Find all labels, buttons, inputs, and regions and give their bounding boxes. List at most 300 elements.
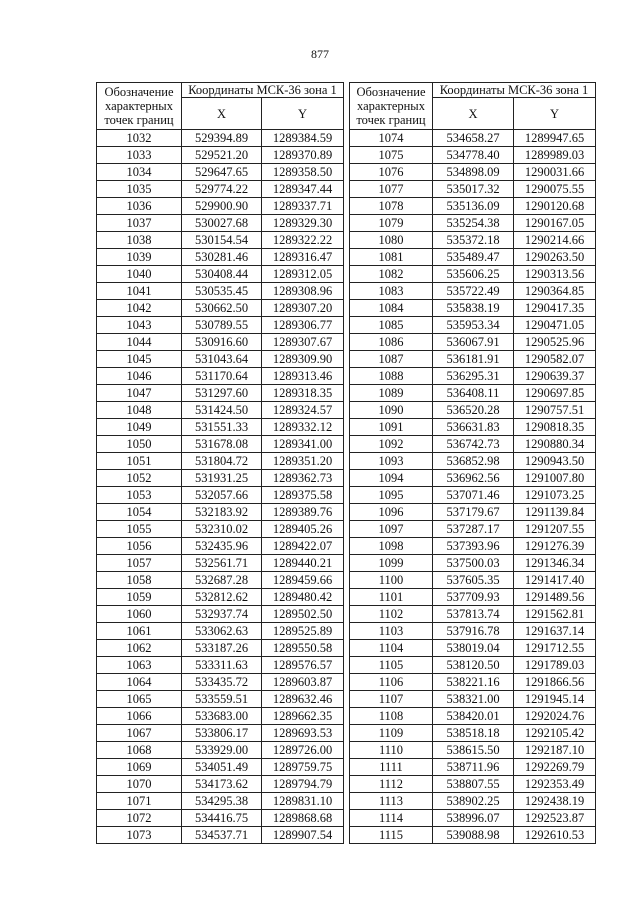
cell-x-left: 533683.00 — [182, 708, 262, 725]
table-row — [97, 334, 596, 351]
cell-x-right: 535017.32 — [433, 181, 514, 198]
cell-y-left: 1289603.87 — [262, 674, 344, 691]
cell-x-right: 537916.78 — [433, 623, 514, 640]
cell-x-left: 531551.33 — [182, 419, 262, 436]
cell-x-left: 530535.45 — [182, 283, 262, 300]
cell-y-left: 1289309.90 — [262, 351, 344, 368]
table-row — [97, 249, 596, 266]
table-row — [97, 725, 596, 742]
cell-x-right: 539088.98 — [433, 827, 514, 844]
table-row — [97, 317, 596, 334]
cell-y-left: 1289329.30 — [262, 215, 344, 232]
cell-y-left: 1289525.89 — [262, 623, 344, 640]
cell-y-right: 1289947.65 — [514, 130, 596, 147]
cell-y-right: 1290120.68 — [514, 198, 596, 215]
cell-y-right: 1290364.85 — [514, 283, 596, 300]
cell-point-right: 1075 — [350, 147, 433, 164]
cell-point-left: 1070 — [97, 776, 182, 793]
cell-x-left: 533929.00 — [182, 742, 262, 759]
cell-y-left: 1289384.59 — [262, 130, 344, 147]
cell-x-left: 531043.64 — [182, 351, 262, 368]
cell-point-left: 1057 — [97, 555, 182, 572]
cell-y-right: 1291207.55 — [514, 521, 596, 538]
cell-y-left: 1289307.20 — [262, 300, 344, 317]
cell-x-right: 534778.40 — [433, 147, 514, 164]
cell-y-left: 1289831.10 — [262, 793, 344, 810]
cell-x-left: 534295.38 — [182, 793, 262, 810]
cell-y-left: 1289318.35 — [262, 385, 344, 402]
table-row — [97, 827, 596, 844]
cell-point-right: 1113 — [350, 793, 433, 810]
table-row — [97, 674, 596, 691]
cell-x-right: 537813.74 — [433, 606, 514, 623]
cell-point-left: 1033 — [97, 147, 182, 164]
cell-x-left: 532561.71 — [182, 555, 262, 572]
cell-point-right: 1088 — [350, 368, 433, 385]
cell-y-left: 1289370.89 — [262, 147, 344, 164]
table-row — [97, 538, 596, 555]
cell-point-left: 1071 — [97, 793, 182, 810]
cell-x-left: 534416.75 — [182, 810, 262, 827]
table-row — [97, 368, 596, 385]
cell-point-left: 1058 — [97, 572, 182, 589]
header-point-label-right: Обозначение характерных точек границ — [350, 83, 433, 130]
table-row — [97, 487, 596, 504]
cell-point-right: 1097 — [350, 521, 433, 538]
header-y-left: Y — [262, 98, 344, 130]
header-coords-label-right: Координаты МСК-36 зона 1 — [433, 83, 596, 98]
table-row — [97, 266, 596, 283]
cell-y-right: 1292438.19 — [514, 793, 596, 810]
table-row — [97, 776, 596, 793]
cell-x-right: 538221.16 — [433, 674, 514, 691]
header-point-label-left: Обозначение характерных точек границ — [97, 83, 182, 130]
cell-point-right: 1081 — [350, 249, 433, 266]
cell-x-right: 538615.50 — [433, 742, 514, 759]
cell-x-right: 538807.55 — [433, 776, 514, 793]
cell-point-left: 1059 — [97, 589, 182, 606]
cell-point-right: 1083 — [350, 283, 433, 300]
table-row — [97, 793, 596, 810]
cell-y-right: 1289989.03 — [514, 147, 596, 164]
cell-point-left: 1034 — [97, 164, 182, 181]
cell-x-right: 536631.83 — [433, 419, 514, 436]
table-row — [97, 691, 596, 708]
cell-point-left: 1064 — [97, 674, 182, 691]
cell-y-right: 1291637.14 — [514, 623, 596, 640]
cell-point-left: 1045 — [97, 351, 182, 368]
cell-y-right: 1291276.39 — [514, 538, 596, 555]
table-row — [97, 572, 596, 589]
cell-x-left: 531170.64 — [182, 368, 262, 385]
table-row — [97, 657, 596, 674]
cell-x-left: 531678.08 — [182, 436, 262, 453]
cell-point-left: 1044 — [97, 334, 182, 351]
cell-y-right: 1292105.42 — [514, 725, 596, 742]
cell-x-right: 537500.03 — [433, 555, 514, 572]
cell-point-right: 1108 — [350, 708, 433, 725]
cell-y-left: 1289313.46 — [262, 368, 344, 385]
cell-y-right: 1291712.55 — [514, 640, 596, 657]
coordinates-table — [96, 82, 596, 844]
cell-point-right: 1095 — [350, 487, 433, 504]
cell-point-right: 1080 — [350, 232, 433, 249]
cell-y-left: 1289316.47 — [262, 249, 344, 266]
table-row — [97, 351, 596, 368]
cell-y-right: 1290263.50 — [514, 249, 596, 266]
table-row — [97, 130, 596, 147]
table-row — [97, 385, 596, 402]
cell-x-right: 538420.01 — [433, 708, 514, 725]
cell-point-right: 1074 — [350, 130, 433, 147]
cell-point-right: 1086 — [350, 334, 433, 351]
cell-y-left: 1289550.58 — [262, 640, 344, 657]
cell-point-right: 1085 — [350, 317, 433, 334]
cell-y-right: 1290417.35 — [514, 300, 596, 317]
cell-y-left: 1289726.00 — [262, 742, 344, 759]
cell-point-right: 1106 — [350, 674, 433, 691]
cell-point-right: 1100 — [350, 572, 433, 589]
cell-x-left: 532183.92 — [182, 504, 262, 521]
cell-y-left: 1289422.07 — [262, 538, 344, 555]
table-row — [97, 742, 596, 759]
cell-x-right: 538120.50 — [433, 657, 514, 674]
cell-point-left: 1035 — [97, 181, 182, 198]
cell-point-left: 1039 — [97, 249, 182, 266]
cell-x-left: 531931.25 — [182, 470, 262, 487]
cell-y-left: 1289440.21 — [262, 555, 344, 572]
cell-x-left: 529774.22 — [182, 181, 262, 198]
cell-y-right: 1290582.07 — [514, 351, 596, 368]
cell-y-right: 1290167.05 — [514, 215, 596, 232]
table-row — [97, 708, 596, 725]
cell-point-left: 1063 — [97, 657, 182, 674]
cell-y-right: 1290639.37 — [514, 368, 596, 385]
cell-x-left: 531297.60 — [182, 385, 262, 402]
cell-point-left: 1066 — [97, 708, 182, 725]
cell-point-right: 1091 — [350, 419, 433, 436]
cell-x-right: 538019.04 — [433, 640, 514, 657]
cell-y-left: 1289868.68 — [262, 810, 344, 827]
cell-point-left: 1050 — [97, 436, 182, 453]
table-row — [97, 555, 596, 572]
cell-y-left: 1289332.12 — [262, 419, 344, 436]
cell-x-right: 538711.96 — [433, 759, 514, 776]
cell-y-right: 1290075.55 — [514, 181, 596, 198]
cell-point-left: 1068 — [97, 742, 182, 759]
cell-point-right: 1101 — [350, 589, 433, 606]
cell-x-left: 529900.90 — [182, 198, 262, 215]
cell-x-left: 529647.65 — [182, 164, 262, 181]
table-row — [97, 436, 596, 453]
cell-x-right: 536408.11 — [433, 385, 514, 402]
cell-y-right: 1291945.14 — [514, 691, 596, 708]
table-row — [97, 810, 596, 827]
table-row — [97, 147, 596, 164]
cell-x-left: 532687.28 — [182, 572, 262, 589]
table-row — [97, 215, 596, 232]
cell-point-right: 1107 — [350, 691, 433, 708]
cell-x-left: 533187.26 — [182, 640, 262, 657]
cell-point-right: 1084 — [350, 300, 433, 317]
table-row — [97, 606, 596, 623]
table-row — [97, 283, 596, 300]
cell-point-right: 1098 — [350, 538, 433, 555]
cell-x-left: 530154.54 — [182, 232, 262, 249]
cell-y-right: 1290697.85 — [514, 385, 596, 402]
header-coords-label-left: Координаты МСК-36 зона 1 — [182, 83, 344, 98]
cell-x-left: 532812.62 — [182, 589, 262, 606]
cell-point-left: 1048 — [97, 402, 182, 419]
cell-x-left: 534173.62 — [182, 776, 262, 793]
cell-x-right: 535722.49 — [433, 283, 514, 300]
cell-x-right: 534898.09 — [433, 164, 514, 181]
cell-point-right: 1096 — [350, 504, 433, 521]
cell-y-right: 1292269.79 — [514, 759, 596, 776]
cell-point-left: 1047 — [97, 385, 182, 402]
table-body — [97, 130, 596, 844]
cell-point-left: 1067 — [97, 725, 182, 742]
cell-x-right: 537393.96 — [433, 538, 514, 555]
table-row — [97, 470, 596, 487]
cell-point-left: 1065 — [97, 691, 182, 708]
cell-x-right: 536295.31 — [433, 368, 514, 385]
table-row — [97, 589, 596, 606]
cell-y-right: 1291562.81 — [514, 606, 596, 623]
cell-y-right: 1290214.66 — [514, 232, 596, 249]
cell-y-right: 1291489.56 — [514, 589, 596, 606]
table-row — [97, 640, 596, 657]
cell-x-right: 535953.34 — [433, 317, 514, 334]
cell-y-left: 1289576.57 — [262, 657, 344, 674]
cell-x-left: 534051.49 — [182, 759, 262, 776]
cell-y-right: 1292353.49 — [514, 776, 596, 793]
cell-x-right: 536520.28 — [433, 402, 514, 419]
cell-point-right: 1102 — [350, 606, 433, 623]
cell-x-left: 533435.72 — [182, 674, 262, 691]
cell-point-right: 1109 — [350, 725, 433, 742]
cell-x-right: 535254.38 — [433, 215, 514, 232]
cell-point-left: 1032 — [97, 130, 182, 147]
table-row — [97, 504, 596, 521]
table-header — [97, 83, 596, 130]
cell-y-right: 1290313.56 — [514, 266, 596, 283]
cell-point-left: 1053 — [97, 487, 182, 504]
cell-point-left: 1043 — [97, 317, 182, 334]
table-row — [97, 232, 596, 249]
cell-y-right: 1292523.87 — [514, 810, 596, 827]
cell-y-left: 1289324.57 — [262, 402, 344, 419]
cell-x-left: 530408.44 — [182, 266, 262, 283]
cell-x-right: 536852.98 — [433, 453, 514, 470]
cell-x-right: 537179.67 — [433, 504, 514, 521]
cell-point-left: 1069 — [97, 759, 182, 776]
cell-x-left: 530789.55 — [182, 317, 262, 334]
cell-y-right: 1291789.03 — [514, 657, 596, 674]
cell-y-left: 1289662.35 — [262, 708, 344, 725]
cell-y-left: 1289347.44 — [262, 181, 344, 198]
cell-point-left: 1052 — [97, 470, 182, 487]
cell-point-left: 1056 — [97, 538, 182, 555]
cell-y-right: 1292024.76 — [514, 708, 596, 725]
cell-point-right: 1099 — [350, 555, 433, 572]
table-row — [97, 521, 596, 538]
cell-y-left: 1289358.50 — [262, 164, 344, 181]
cell-y-left: 1289480.42 — [262, 589, 344, 606]
cell-y-right: 1291007.80 — [514, 470, 596, 487]
cell-point-left: 1051 — [97, 453, 182, 470]
cell-point-left: 1060 — [97, 606, 182, 623]
cell-x-left: 530281.46 — [182, 249, 262, 266]
cell-y-right: 1291073.25 — [514, 487, 596, 504]
cell-point-right: 1087 — [350, 351, 433, 368]
cell-y-left: 1289794.79 — [262, 776, 344, 793]
cell-x-left: 532057.66 — [182, 487, 262, 504]
cell-point-left: 1036 — [97, 198, 182, 215]
header-x-left: X — [182, 98, 262, 130]
cell-x-right: 537709.93 — [433, 589, 514, 606]
cell-x-left: 532310.02 — [182, 521, 262, 538]
cell-point-right: 1079 — [350, 215, 433, 232]
cell-y-left: 1289337.71 — [262, 198, 344, 215]
cell-y-left: 1289459.66 — [262, 572, 344, 589]
cell-point-right: 1104 — [350, 640, 433, 657]
cell-point-right: 1077 — [350, 181, 433, 198]
cell-x-right: 535372.18 — [433, 232, 514, 249]
table-row — [97, 453, 596, 470]
cell-x-right: 535136.09 — [433, 198, 514, 215]
cell-y-left: 1289308.96 — [262, 283, 344, 300]
cell-x-left: 533559.51 — [182, 691, 262, 708]
cell-y-left: 1289405.26 — [262, 521, 344, 538]
cell-y-right: 1290943.50 — [514, 453, 596, 470]
cell-point-left: 1062 — [97, 640, 182, 657]
cell-x-right: 534658.27 — [433, 130, 514, 147]
cell-x-left: 533806.17 — [182, 725, 262, 742]
cell-x-right: 536962.56 — [433, 470, 514, 487]
table-row — [97, 181, 596, 198]
cell-x-left: 533062.63 — [182, 623, 262, 640]
cell-y-right: 1290525.96 — [514, 334, 596, 351]
cell-point-left: 1049 — [97, 419, 182, 436]
cell-y-left: 1289307.67 — [262, 334, 344, 351]
cell-y-left: 1289907.54 — [262, 827, 344, 844]
cell-point-right: 1092 — [350, 436, 433, 453]
cell-x-left: 529394.89 — [182, 130, 262, 147]
cell-point-left: 1055 — [97, 521, 182, 538]
cell-y-right: 1290471.05 — [514, 317, 596, 334]
cell-point-right: 1114 — [350, 810, 433, 827]
cell-y-right: 1290818.35 — [514, 419, 596, 436]
cell-x-right: 535606.25 — [433, 266, 514, 283]
cell-y-left: 1289362.73 — [262, 470, 344, 487]
cell-point-right: 1089 — [350, 385, 433, 402]
cell-x-right: 535489.47 — [433, 249, 514, 266]
cell-y-right: 1291866.56 — [514, 674, 596, 691]
table-row — [97, 759, 596, 776]
cell-y-left: 1289322.22 — [262, 232, 344, 249]
cell-y-right: 1292187.10 — [514, 742, 596, 759]
cell-point-right: 1110 — [350, 742, 433, 759]
page-number: 877 — [311, 47, 329, 61]
cell-point-left: 1040 — [97, 266, 182, 283]
cell-point-right: 1093 — [350, 453, 433, 470]
cell-point-right: 1082 — [350, 266, 433, 283]
cell-x-left: 530662.50 — [182, 300, 262, 317]
cell-x-right: 537605.35 — [433, 572, 514, 589]
cell-y-left: 1289375.58 — [262, 487, 344, 504]
cell-point-left: 1037 — [97, 215, 182, 232]
cell-x-right: 538902.25 — [433, 793, 514, 810]
cell-y-left: 1289502.50 — [262, 606, 344, 623]
cell-point-left: 1054 — [97, 504, 182, 521]
cell-x-left: 534537.71 — [182, 827, 262, 844]
cell-x-right: 536181.91 — [433, 351, 514, 368]
cell-y-left: 1289759.75 — [262, 759, 344, 776]
cell-y-left: 1289351.20 — [262, 453, 344, 470]
cell-y-right: 1291417.40 — [514, 572, 596, 589]
cell-point-left: 1042 — [97, 300, 182, 317]
cell-x-left: 529521.20 — [182, 147, 262, 164]
cell-y-right: 1292610.53 — [514, 827, 596, 844]
cell-y-left: 1289693.53 — [262, 725, 344, 742]
table-row — [97, 623, 596, 640]
cell-y-left: 1289341.00 — [262, 436, 344, 453]
cell-point-right: 1094 — [350, 470, 433, 487]
cell-x-left: 533311.63 — [182, 657, 262, 674]
table-row — [97, 419, 596, 436]
cell-y-right: 1291346.34 — [514, 555, 596, 572]
cell-point-right: 1105 — [350, 657, 433, 674]
cell-point-right: 1115 — [350, 827, 433, 844]
cell-x-right: 537287.17 — [433, 521, 514, 538]
cell-y-right: 1290031.66 — [514, 164, 596, 181]
cell-point-left: 1073 — [97, 827, 182, 844]
cell-x-right: 537071.46 — [433, 487, 514, 504]
cell-y-left: 1289389.76 — [262, 504, 344, 521]
cell-y-right: 1291139.84 — [514, 504, 596, 521]
cell-point-left: 1046 — [97, 368, 182, 385]
cell-point-left: 1038 — [97, 232, 182, 249]
cell-x-right: 538321.00 — [433, 691, 514, 708]
cell-x-left: 532435.96 — [182, 538, 262, 555]
cell-x-left: 530916.60 — [182, 334, 262, 351]
cell-x-left: 531804.72 — [182, 453, 262, 470]
table-row — [97, 402, 596, 419]
cell-x-left: 531424.50 — [182, 402, 262, 419]
cell-y-left: 1289306.77 — [262, 317, 344, 334]
cell-y-left: 1289312.05 — [262, 266, 344, 283]
cell-x-right: 538518.18 — [433, 725, 514, 742]
table-row — [97, 300, 596, 317]
cell-x-right: 535838.19 — [433, 300, 514, 317]
cell-y-right: 1290880.34 — [514, 436, 596, 453]
cell-x-right: 536742.73 — [433, 436, 514, 453]
header-y-right: Y — [514, 98, 596, 130]
cell-point-right: 1078 — [350, 198, 433, 215]
cell-point-right: 1112 — [350, 776, 433, 793]
cell-y-right: 1290757.51 — [514, 402, 596, 419]
cell-point-left: 1061 — [97, 623, 182, 640]
cell-y-left: 1289632.46 — [262, 691, 344, 708]
table-row — [97, 198, 596, 215]
cell-x-left: 532937.74 — [182, 606, 262, 623]
cell-point-right: 1090 — [350, 402, 433, 419]
cell-point-right: 1111 — [350, 759, 433, 776]
cell-x-right: 536067.91 — [433, 334, 514, 351]
cell-x-left: 530027.68 — [182, 215, 262, 232]
cell-point-left: 1041 — [97, 283, 182, 300]
